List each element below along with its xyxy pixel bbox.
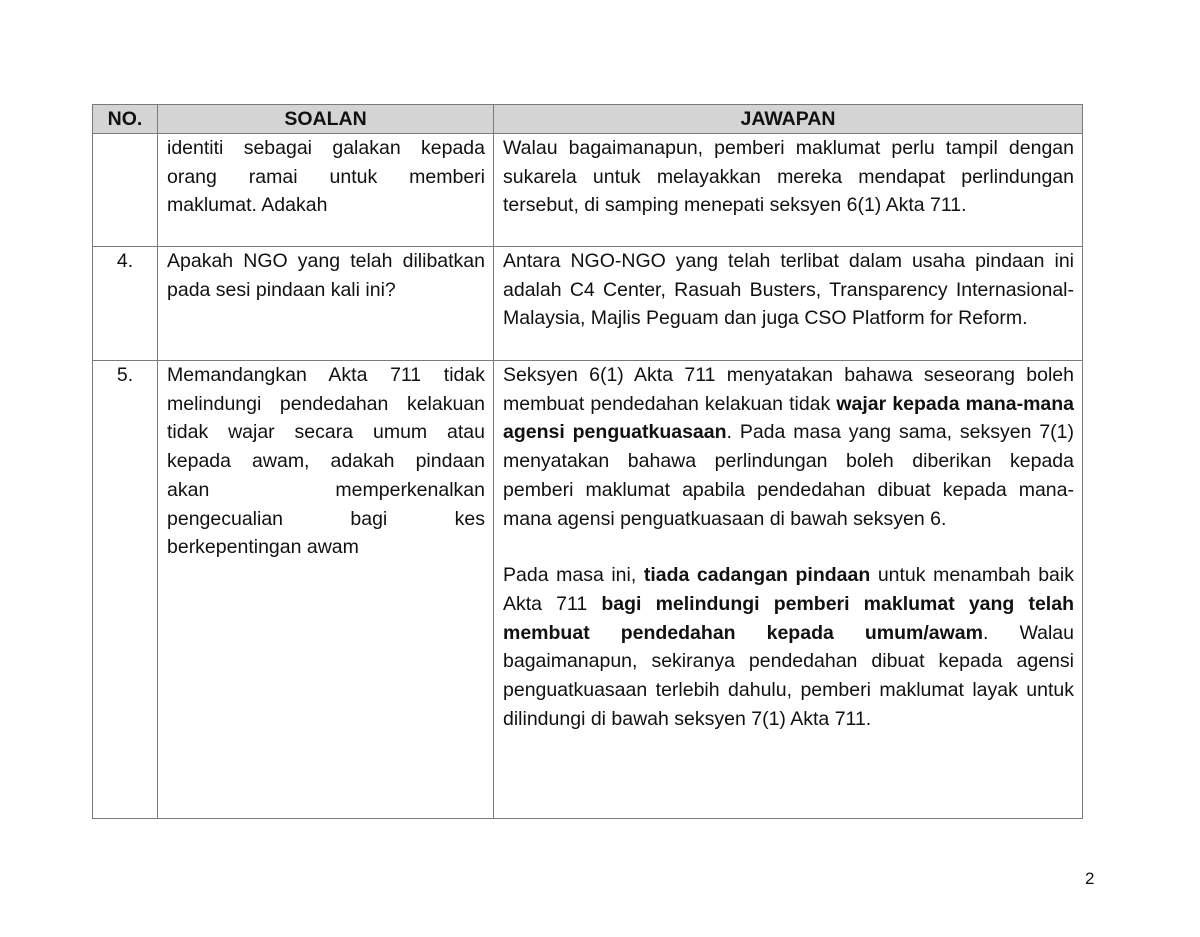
question-cell: Memandangkan Akta 711 tidak melindungi pendedahan kelakuan tidak wajar secara umum atau kepada awam, adakah pindaan akan memperkenalkan pengecualian bagi kes berkepentingan awam xyxy=(158,361,494,819)
header-row xyxy=(93,105,1083,134)
answer-cell xyxy=(494,247,1083,361)
qa-table xyxy=(92,104,1083,819)
table-row xyxy=(93,247,1083,361)
answer-text: . Walau bagaimanapun, sekiranya pendedahan dibuat kepada agensi penguatkuasaan terlebih dahulu, pemberi maklumat layak untuk dilindungi di bawah seksyen 7(1) Akta 711. xyxy=(503,621,1074,730)
row-number xyxy=(93,134,158,247)
answer-text: . Pada masa yang sama, seksyen 7(1) menyatakan bahawa perlindungan boleh diberikan kepada pemberi maklumat apabila pendedahan dibuat kepada mana-mana agensi penguatkuasaan di bawah seksyen 6. xyxy=(503,421,1074,530)
header-question: SOALAN xyxy=(158,105,494,134)
answer-bold-text: wajar kepada mana-mana agensi penguatkuasaan xyxy=(503,392,1075,444)
answer-text: Antara NGO-NGO yang telah terlibat dalam usaha pindaan ini adalah C4 Center, Rasuah Busters, Transparency Internasional-Malaysia, Majlis Peguam dan juga CSO Platform for Reform. xyxy=(503,250,1074,330)
row-number: 5. xyxy=(93,361,158,819)
answer-paragraph xyxy=(503,361,1074,533)
answer-paragraph xyxy=(503,134,1074,220)
page-number: 2 xyxy=(1085,869,1095,888)
answer-bold-text: bagi melindungi pemberi maklumat yang telah membuat pendedahan kepada umum/awam xyxy=(503,592,1074,644)
answer-text: Pada masa ini, xyxy=(503,564,644,587)
answer-bold-text: tiada cadangan pindaan xyxy=(643,564,871,587)
row-number: 4. xyxy=(93,247,158,361)
header-answer: JAWAPAN xyxy=(494,105,1083,134)
answer-cell xyxy=(494,361,1083,819)
table-row xyxy=(93,361,1083,819)
table-row xyxy=(93,134,1083,247)
answer-paragraph xyxy=(503,247,1074,333)
answer-text: Seksyen 6(1) Akta 711 menyatakan bahawa seseorang boleh membuat pendedahan kelakuan tidak xyxy=(503,364,1074,415)
question-cell: Apakah NGO yang telah dilibatkan pada sesi pindaan kali ini? xyxy=(158,247,494,361)
answer-paragraph xyxy=(503,561,1074,733)
header-no: NO. xyxy=(93,105,158,134)
question-cell: identiti sebagai galakan kepada orang ramai untuk memberi maklumat. Adakah xyxy=(158,134,494,247)
answer-text: Walau bagaimanapun, pemberi maklumat perlu tampil dengan sukarela untuk melayakkan mereka mendapat perlindungan tersebut, di samping menepati seksyen 6(1) Akta 711. xyxy=(503,137,1074,217)
answer-text: untuk menambah baik Akta 711 xyxy=(503,564,1074,615)
answer-cell xyxy=(494,134,1083,247)
